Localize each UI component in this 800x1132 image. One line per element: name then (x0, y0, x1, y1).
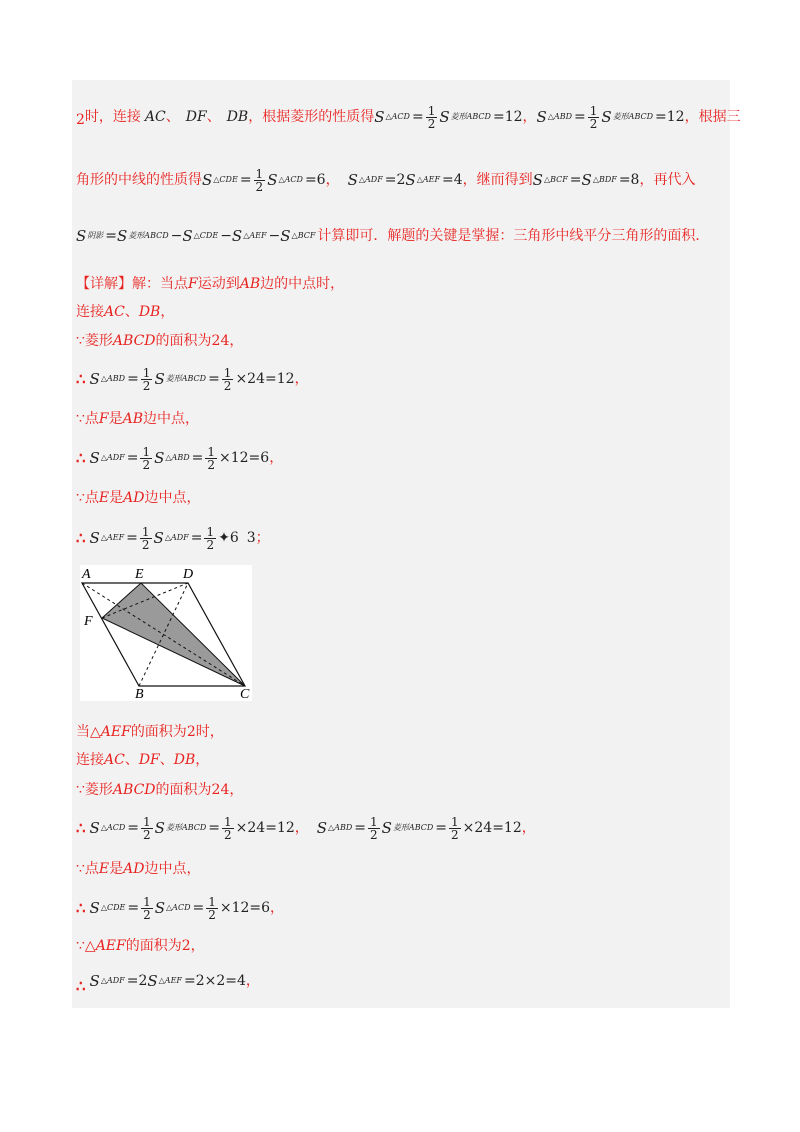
label-c: C (240, 687, 250, 701)
sep: 、 (206, 109, 221, 125)
text: 边中点， (144, 490, 201, 506)
because-symbol: ∵ (76, 333, 85, 349)
dashed-ac (82, 583, 245, 686)
text: 的面积为 (155, 333, 212, 349)
therefore-symbol: ∴ (76, 449, 86, 467)
text: 角形的中线的性质得 (76, 172, 202, 188)
text: 菱形 (84, 333, 113, 349)
seg-ab: AB (122, 411, 144, 427)
rhombus-abcd: ABCD (112, 782, 156, 798)
seg-ad: AD (123, 490, 145, 506)
therefore-symbol: ∴ (76, 899, 86, 917)
detail-line-8: ∴ S △AEF = $\frac{1}{2}$ S △ADF = $\frac{1}{2}$ ✦6 3 ； (76, 524, 270, 552)
part2-line-1 (76, 722, 224, 742)
therefore-symbol: ∴ (76, 529, 86, 547)
text: 时， (195, 724, 224, 740)
intro-line-3 (76, 223, 709, 249)
intro-line-2: 角形的中线的性质得 S △CDE = $\frac{1}{2}$ S △ACD =6 ， S △ADF =2 S △AEF =4 ，继而得到 S △BCF = S △BDF =8 ，再代入 (76, 166, 696, 194)
formula: S △CDE = $\frac{1}{2}$ S △ACD = $\frac{1}{2}$ ×12=6 (89, 894, 271, 922)
because-symbol: ∵ (76, 861, 85, 877)
num-2: 2 (76, 112, 85, 128)
rhombus-diagram (80, 565, 252, 701)
seg-ab: AB (239, 276, 261, 292)
text: 的面积为 (155, 782, 212, 798)
part2-line-4: ∴ S △ACD = $\frac{1}{2}$ S 菱形ABCD = $\frac{1}{2}$ ×24=12 ， S △ABD = $\frac{1}{2}$ S 菱形ABCD = $\frac{1}{2}$ ×24=12 ， (76, 814, 536, 842)
text: 时，连接 (84, 109, 141, 125)
value: 24 (211, 782, 230, 798)
text: 边中点， (144, 861, 201, 877)
seg-db: DB (173, 752, 196, 768)
shaded-triangle (102, 583, 245, 686)
because-symbol: ∵ (76, 411, 85, 427)
formula: S △ABD = $\frac{1}{2}$ S 菱形ABCD = $\frac{1}{2}$ ×24=12 (89, 365, 295, 393)
therefore-symbol: ∴ (76, 977, 86, 995)
formula: S △AEF = $\frac{1}{2}$ S △ADF = $\frac{1}{2}$ ✦6 3 (89, 524, 256, 552)
rhombus-abcd: ABCD (112, 333, 156, 349)
seg-df: DF (138, 752, 160, 768)
value: 2 (186, 724, 196, 740)
text: 是 (109, 861, 124, 877)
formula: S △ACD = $\frac{1}{2}$ S 菱形ABCD = $\frac{1}{2}$ ×24=12 (89, 814, 295, 842)
text: 是 (109, 490, 124, 506)
seg-ac: AC (144, 109, 166, 125)
text: 菱形 (84, 782, 113, 798)
label-f: F (84, 614, 93, 629)
label-e: E (135, 567, 144, 582)
text: 的面积为 (125, 938, 182, 954)
punct: ， (195, 752, 210, 768)
part2-line-8: ∴ S △ADF =2 S △AEF =2×2=4 ， (76, 972, 260, 995)
text: 当 (76, 724, 90, 740)
seg-df: DF (185, 109, 207, 125)
detail-line-5 (76, 409, 199, 429)
text: ，再代入 (639, 172, 696, 188)
detail-line-7 (76, 488, 201, 508)
text: ，继而得到 (462, 172, 533, 188)
punct: ， (229, 333, 244, 349)
punct: ， (229, 782, 244, 798)
formula: S △ADF =2 S △AEF =2×2=4 (89, 972, 246, 990)
value: 24 (211, 333, 230, 349)
text: ，根据三 (684, 109, 741, 125)
triangle-aef: △AEF (84, 938, 126, 954)
sep: 、 (124, 752, 139, 768)
because-symbol: ∵ (76, 938, 85, 954)
formula-cde: S △CDE = $\frac{1}{2}$ S △ACD =6 (202, 166, 326, 194)
text: 计算即可．解题的关键是掌握：三角形中线平分三角形的面积． (317, 228, 710, 244)
text: 边的中点时， (260, 276, 345, 292)
detail-line-1 (76, 274, 344, 294)
therefore-symbol: ∴ (76, 819, 86, 837)
text: ，根据菱形的性质得 (248, 109, 375, 125)
formula-adf: S △ADF =2 S △AEF =4 (347, 171, 463, 189)
formula: S △ADF = $\frac{1}{2}$ S △ABD = $\frac{1}{2}$ ×12=6 (89, 444, 270, 472)
sep: 、 (124, 304, 139, 320)
text: 的面积为 (130, 724, 187, 740)
value: 2 (181, 938, 191, 954)
part2-line-6: ∴ S △CDE = $\frac{1}{2}$ S △ACD = $\frac{1}{2}$ ×12=6 ， (76, 894, 285, 922)
seg-ad: AD (123, 861, 145, 877)
text: 解：当点 (132, 276, 188, 292)
detail-line-4: ∴ S △ABD = $\frac{1}{2}$ S 菱形ABCD = $\frac{1}{2}$ ×24=12 ， (76, 365, 309, 393)
formula: S △ABD = $\frac{1}{2}$ S 菱形ABCD = $\frac{1}{2}$ ×24=12 (316, 814, 522, 842)
point-e: E (98, 490, 110, 506)
part2-line-5 (76, 859, 201, 879)
triangle-aef: △AEF (90, 724, 131, 740)
rhombus-figure (80, 565, 252, 701)
detail-line-6: ∴ S △ADF = $\frac{1}{2}$ S △ABD = $\frac{1}{2}$ ×12=6 ， (76, 444, 284, 472)
punct: ， (160, 304, 175, 320)
text: 连接 (76, 752, 104, 768)
sep: 、 (165, 109, 180, 125)
seg-db: DB (138, 304, 161, 320)
seg-ac: AC (104, 752, 125, 768)
part2-line-7 (76, 936, 205, 956)
text: 连接 (76, 304, 104, 320)
because-symbol: ∵ (76, 490, 85, 506)
text: 点 (84, 411, 99, 427)
part2-line-2 (76, 750, 209, 770)
text: 点 (84, 861, 99, 877)
formula-shadow: S 阴影 = S 菱形ABCD − S △CDE − S △AEF − S △BCF (76, 227, 316, 245)
point-f: F (98, 411, 109, 427)
formula-bcf: S △BCF = S △BDF =8 (532, 171, 640, 189)
detail-line-3 (76, 331, 243, 351)
part2-line-3 (76, 780, 243, 800)
label-a: A (82, 567, 91, 582)
punct: ， (190, 938, 205, 954)
detail-tag: 【详解】 (76, 276, 132, 292)
formula-acd: S △ACD = $\frac{1}{2}$ S 菱形ABCD =12 (374, 103, 523, 131)
point-e: E (98, 861, 110, 877)
label-d: D (183, 567, 194, 582)
detail-line-2 (76, 302, 174, 322)
text: 运动到 (197, 276, 240, 292)
text: 点 (84, 490, 99, 506)
formula-abd: S △ABD = $\frac{1}{2}$ S 菱形ABCD =12 (536, 103, 685, 131)
text: 是 (108, 411, 123, 427)
seg-ac: AC (104, 304, 125, 320)
sep: 、 (159, 752, 174, 768)
because-symbol: ∵ (76, 782, 85, 798)
label-b: B (135, 687, 144, 701)
therefore-symbol: ∴ (76, 370, 86, 388)
seg-db: DB (226, 109, 249, 125)
text: 边中点， (143, 411, 200, 427)
intro-line-1: 2 时，连接 AC 、 DF 、 DB ，根据菱形的性质得 S △ACD = $\frac{1}{2}$ S 菱形ABCD =12 ， S △ABD = $\frac{1}{2}$ S 菱形ABCD =12 ，根据三 (76, 103, 741, 131)
point-f: F (188, 276, 198, 292)
